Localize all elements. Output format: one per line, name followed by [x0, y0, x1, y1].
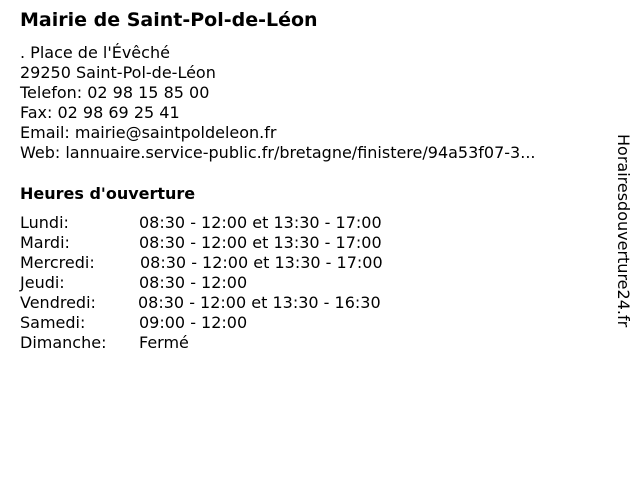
- day-label: Samedi:: [20, 313, 86, 332]
- phone-number: Telefon: 02 98 15 85 00: [20, 83, 210, 102]
- hours-row-dimanche: [20, 333, 440, 353]
- contact-info: [20, 43, 536, 163]
- website-url: Web: lannuaire.service-public.fr/bretagne/finistere/94a53f07-3...: [20, 143, 536, 162]
- day-hours: Fermé: [139, 333, 189, 352]
- day-label: Jeudi:: [20, 273, 65, 292]
- hours-row-mardi: [20, 233, 440, 253]
- day-label: Dimanche:: [20, 333, 107, 352]
- page-title: Mairie de Saint-Pol-de-Léon: [20, 9, 318, 31]
- opening-hours-table: [20, 213, 440, 353]
- hours-row-lundi: [20, 213, 440, 233]
- address-line-2: 29250 Saint-Pol-de-Léon: [20, 63, 216, 82]
- day-hours: 09:00 - 12:00: [139, 313, 248, 332]
- fax-number: Fax: 02 98 69 25 41: [20, 103, 180, 122]
- day-hours: 08:30 - 12:00 et 13:30 - 16:30: [138, 293, 381, 312]
- day-hours: 08:30 - 12:00 et 13:30 - 17:00: [139, 213, 382, 232]
- hours-row-jeudi: [20, 273, 440, 293]
- day-label: Mercredi:: [20, 253, 95, 272]
- address-line-1: . Place de l'Évêché: [20, 43, 170, 62]
- day-label: Lundi:: [20, 213, 69, 232]
- hours-row-mercredi: [20, 253, 440, 273]
- day-hours: 08:30 - 12:00 et 13:30 - 17:00: [139, 233, 382, 252]
- site-watermark: Horairesdouverture24.fr: [614, 134, 633, 328]
- hours-row-vendredi: [20, 293, 440, 313]
- day-label: Vendredi:: [20, 293, 96, 312]
- day-hours: 08:30 - 12:00: [139, 273, 248, 292]
- opening-hours-heading: Heures d'ouverture: [20, 184, 196, 203]
- email-address: Email: mairie@saintpoldeleon.fr: [20, 123, 277, 142]
- day-label: Mardi:: [20, 233, 70, 252]
- day-hours: 08:30 - 12:00 et 13:30 - 17:00: [140, 253, 383, 272]
- hours-row-samedi: [20, 313, 440, 333]
